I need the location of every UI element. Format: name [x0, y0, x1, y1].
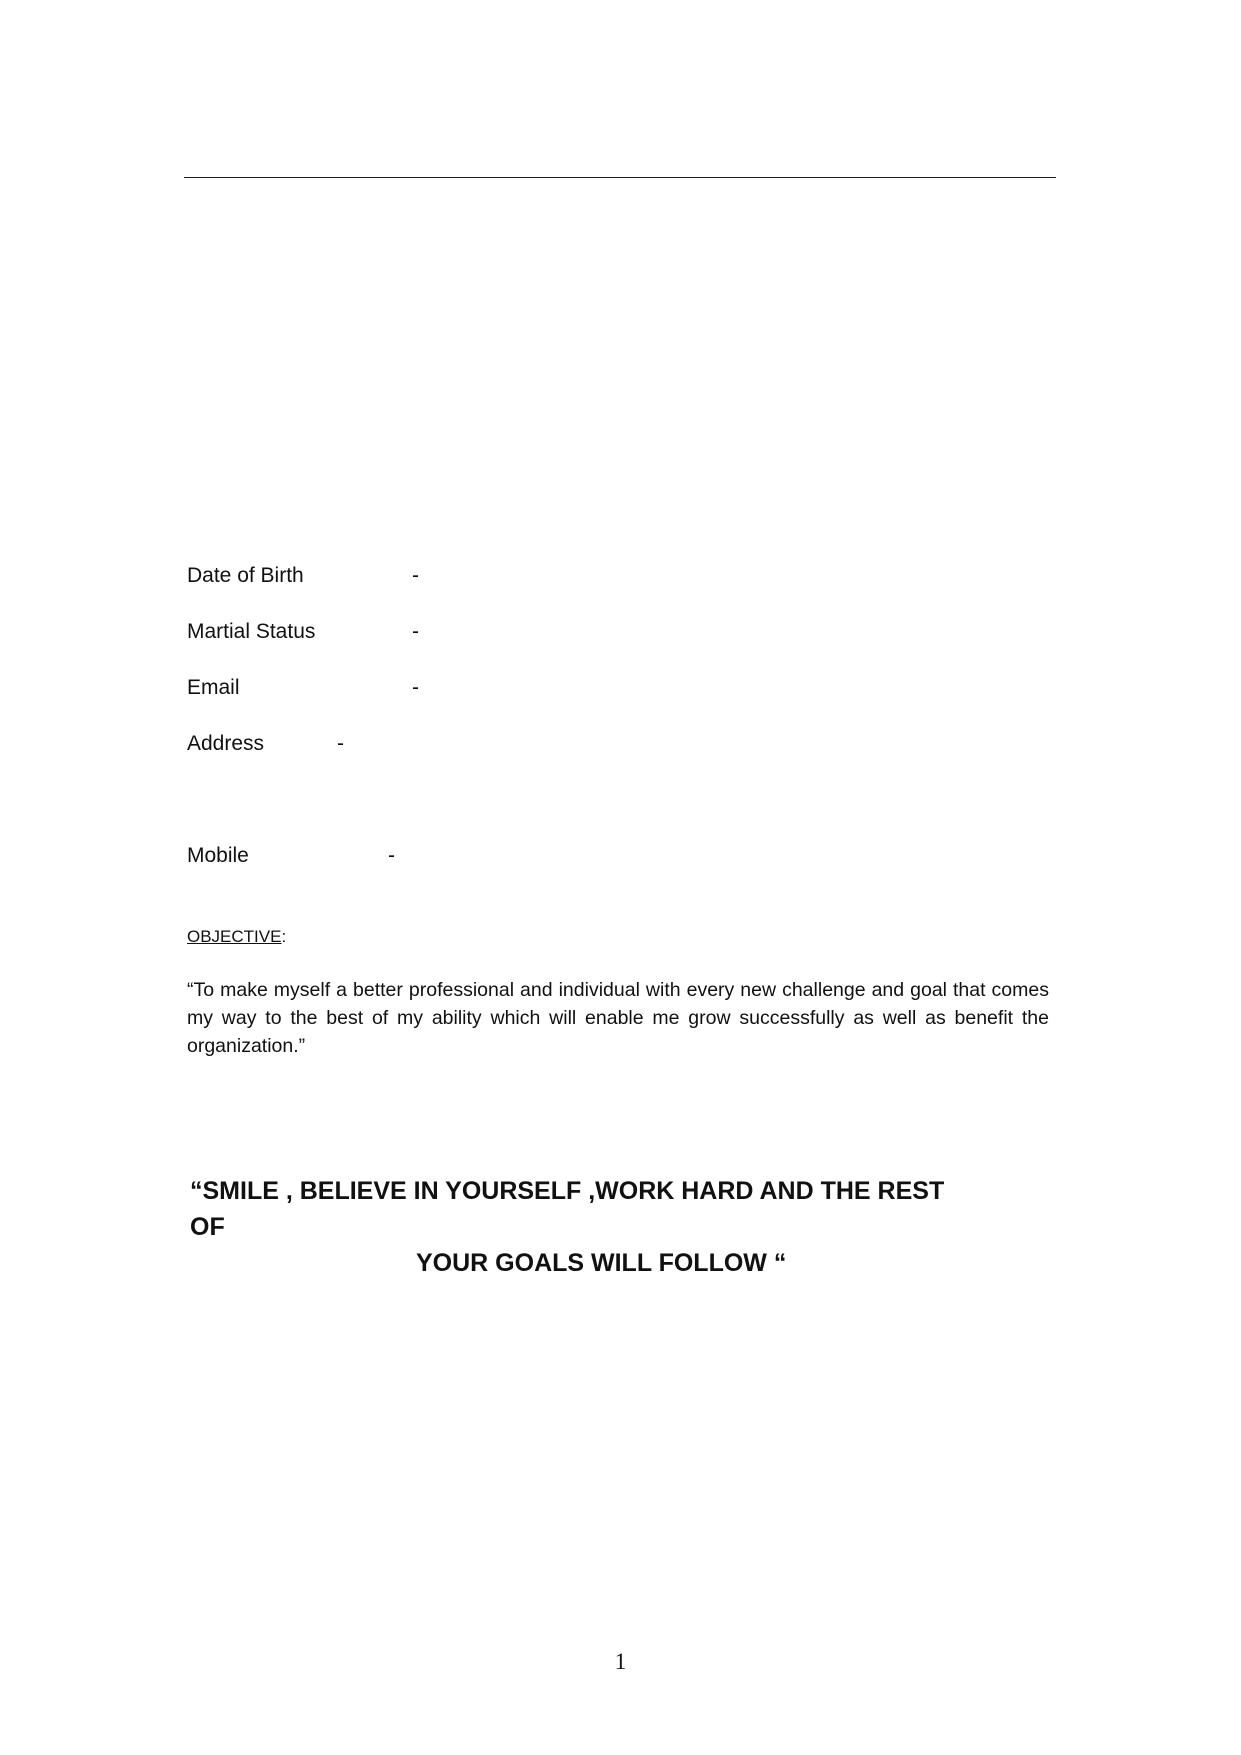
field-separator-mobile: -	[388, 844, 395, 867]
motto-line-1: “SMILE , BELIEVE IN YOURSELF ,WORK HARD AND THE REST OF	[190, 1177, 945, 1241]
field-label-marital-status: Martial Status	[187, 620, 316, 643]
header-divider	[184, 177, 1056, 178]
objective-heading-colon: :	[281, 927, 287, 946]
field-separator-date-of-birth: -	[412, 564, 419, 587]
objective-heading-label: OBJECTIVE	[187, 927, 282, 946]
objective-heading	[187, 927, 286, 947]
field-label-email: Email	[187, 676, 240, 699]
field-label-date-of-birth: Date of Birth	[187, 564, 304, 587]
page-number: 1	[614, 1649, 627, 1674]
field-separator-address: -	[337, 732, 344, 755]
field-label-mobile: Mobile	[187, 844, 249, 867]
motto-line-2: YOUR GOALS WILL FOLLOW “	[416, 1249, 787, 1277]
field-separator-email: -	[412, 676, 419, 699]
motto-quote	[190, 1173, 950, 1281]
objective-text: “To make myself a better professional and individual with every new challenge and goal that comes my way to the best of my ability which will enable me grow successfully as well as benefit the organization.”	[187, 979, 1049, 1057]
field-separator-marital-status: -	[412, 620, 419, 643]
field-label-address: Address	[187, 732, 265, 755]
